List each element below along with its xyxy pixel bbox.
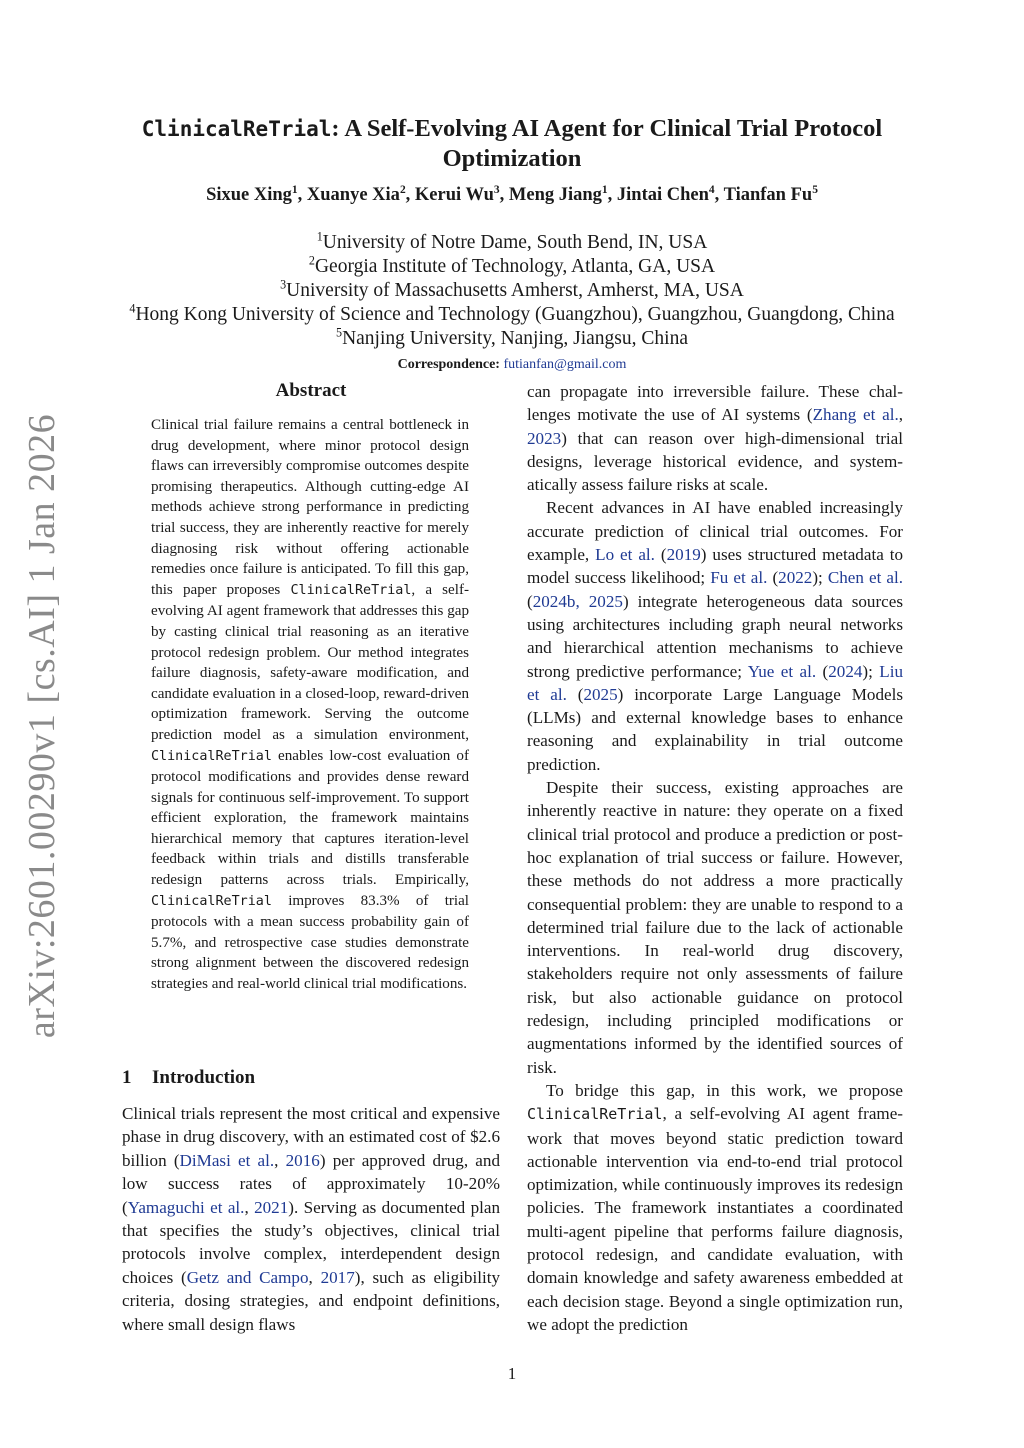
citation-link[interactable]: 2024b, 2025 [532, 591, 623, 611]
citation-link[interactable]: DiMasi et al. [179, 1150, 275, 1170]
correspondence: Correspondence: futianfan@gmail.com [397, 357, 627, 372]
citation-link[interactable]: 2017 [320, 1267, 355, 1287]
author-list: Sixue Xing$^1$, Xuanye Xia$^2$, Kerui Wu$^3$, Meng Jiang$^1$, Jintai Chen$^4$, Tianfan Fu$^5$ [206, 183, 818, 205]
citation-link[interactable]: Liu et al. [527, 661, 904, 704]
author: Jintai Chen$^4$ [616, 183, 715, 205]
author: Kerui Wu$^3$ [414, 183, 500, 205]
affiliation: $^1$University of Notre Dame, South Bend, IN, USA [316, 229, 708, 253]
citation-link[interactable]: Getz and Campo [186, 1267, 309, 1287]
affiliation: $^5$Nanjing University, Nanjing, Jiangsu, China [336, 325, 688, 349]
citation-link[interactable]: 2016 [285, 1150, 320, 1170]
citation-link[interactable]: 2022 [778, 568, 813, 588]
affiliation: $^3$University of Massachusetts Amherst, Amherst, MA, USA [280, 277, 744, 301]
author: Tianfan Fu$^5$ [723, 183, 818, 205]
page-number: 1 [507, 1364, 517, 1383]
right-column [527, 380, 903, 1336]
citation-link[interactable]: 2019 [666, 545, 701, 565]
correspondence-email-link[interactable]: futianfan@gmail.com [503, 357, 627, 372]
author: Sixue Xing$^1$ [206, 183, 298, 205]
citation-link[interactable]: Yue et al. [747, 661, 817, 681]
paragraph: Recent advances in AI have enabled increasingly accurate prediction of clinical trial outcomes. For example, Lo et al. (2019) uses structured metadata to model success likelihood; Fu et al. (2022); Chen et al. (2024b, 2025) integrate heterogeneous data sources using architectures including graph neural networks and hierarchical attention mechanisms to achieve strong predictive performance; Yue et al. (2024); Liu et al. (2025) incorporate Large Language Models (LLMs) and external knowledge bases to enhance reasoning and explainability in trial outcome prediction. [527, 498, 904, 774]
citation-link[interactable]: 2023 [527, 428, 562, 448]
abstract-text: Clinical trial failure remains a central bottleneck in drug development, where minor protocol design flaws can irreversibly compromise outcomes despite promising therapeutics. Although cutting-edge AI methods achieve strong performance in predicting trial success, they are inherently reactive for merely diagnosing risk without offering actionable remedies once failure is anticipated. To fill this gap, this paper proposes ClinicalReTrial, a self-evolving AI agent framework that addresses this gap by casting clinical trial reasoning as an iterative protocol redesign problem. Our method integrates failure diagnosis, safety-aware modification, and candidate evaluation in a closed-loop, reward-driven optimization framework. Serving the outcome prediction model as a simulation environment, ClinicalReTrial enables low-cost evaluation of protocol modifications and provides dense reward signals for continuous self-improvement. To support efficient exploration, the framework maintains hierarchical memory that captures iteration-level feedback within trials and distills transferable redesign patterns across trials. Empirically, ClinicalReTrial improves 83.3% of trial protocols with a mean success probability gain of 5.7%, and retrospective case studies demonstrate strong alignment between the discovered redesign strategies and real-world clinical trial modifications. [151, 417, 469, 993]
citation-link[interactable]: Chen et al. [827, 568, 904, 588]
intro-paragraph: Clinical trials represent the most critical and expensive phase in drug discovery, with an estimated cost of $2.6 billion (DiMasi et al., 2016) per approved drug, and low success rates of approximately 10-20% (Yamaguchi et al., 2021). Serving as documented plan that specifies the study’s objectives, clinical trial protocols involve complex, interdependent design choices (Getz and Campo, 2017), such as eligibility criteria, dosing strategies, and endpoint definitions, where small design flaws [122, 1104, 500, 1334]
affiliation: $^2$Georgia Institute of Technology, Atlanta, GA, USA [308, 253, 716, 277]
paragraph: To bridge this gap, in this work, we propose ClinicalReTrial, a self-evolving AI agent framework that moves beyond static prediction toward actionable intervention via end-to-end trial protocol optimization, while continuously improves its redesign policies. The framework instantiates a coordinated multi-agent pipeline that performs failure diagnosis, protocol redesign, and candidate evaluation, with domain knowledge and safety awareness embedded at each decision stage. Beyond a single optimization run, we adopt the prediction [527, 1080, 904, 1334]
citation-link[interactable]: Fu et al. [710, 568, 768, 588]
citation-link[interactable]: Zhang et al. [812, 405, 899, 425]
author: Xuanye Xia$^2$ [306, 183, 406, 205]
section-heading: 1 Introduction [122, 1067, 256, 1088]
paper-title: ClinicalReTrial: A Self-Evolving AI Agent for Clinical Trial Protocol Optimization [141, 115, 883, 172]
author: Meng Jiang$^1$ [508, 183, 608, 205]
citation-link[interactable]: 2021 [254, 1197, 289, 1217]
paragraph: can propagate into irreversible failure. These challenges motivate the use of AI systems (Zhang et al., 2023) that can reason over high-dimensional trial designs, leverage historical evidence, and systematically assess failure risks at scale. [527, 382, 903, 495]
affiliations [100, 231, 924, 351]
paragraph: Despite their success, existing approaches are inherently reactive in nature: they operate on a fixed clinical trial protocol and produce a prediction or post-hoc explanation of trial success or failure. However, these methods do not address a more practically consequential problem: they are unable to respond to a determined trial failure due to the lack of actionable interventions. In real-world drug discovery, stakeholders require not only assessments of failure risk, but also actionable guidance on protocol redesign, including principled modifications or augmentations informed by the identified sources of risk. [527, 778, 903, 1077]
citation-link[interactable]: Yamaguchi et al. [127, 1197, 245, 1217]
system-name: ClinicalReTrial [141, 117, 332, 141]
citation-link[interactable]: Lo et al. [595, 545, 655, 565]
citation-link[interactable]: 2024 [828, 661, 863, 681]
citation-link[interactable]: 2025 [583, 684, 618, 704]
abstract-heading: Abstract [275, 380, 347, 401]
affiliation: $^4$Hong Kong University of Science and Technology (Guangzhou), Guangzhou, Guangdong, China [129, 301, 895, 325]
